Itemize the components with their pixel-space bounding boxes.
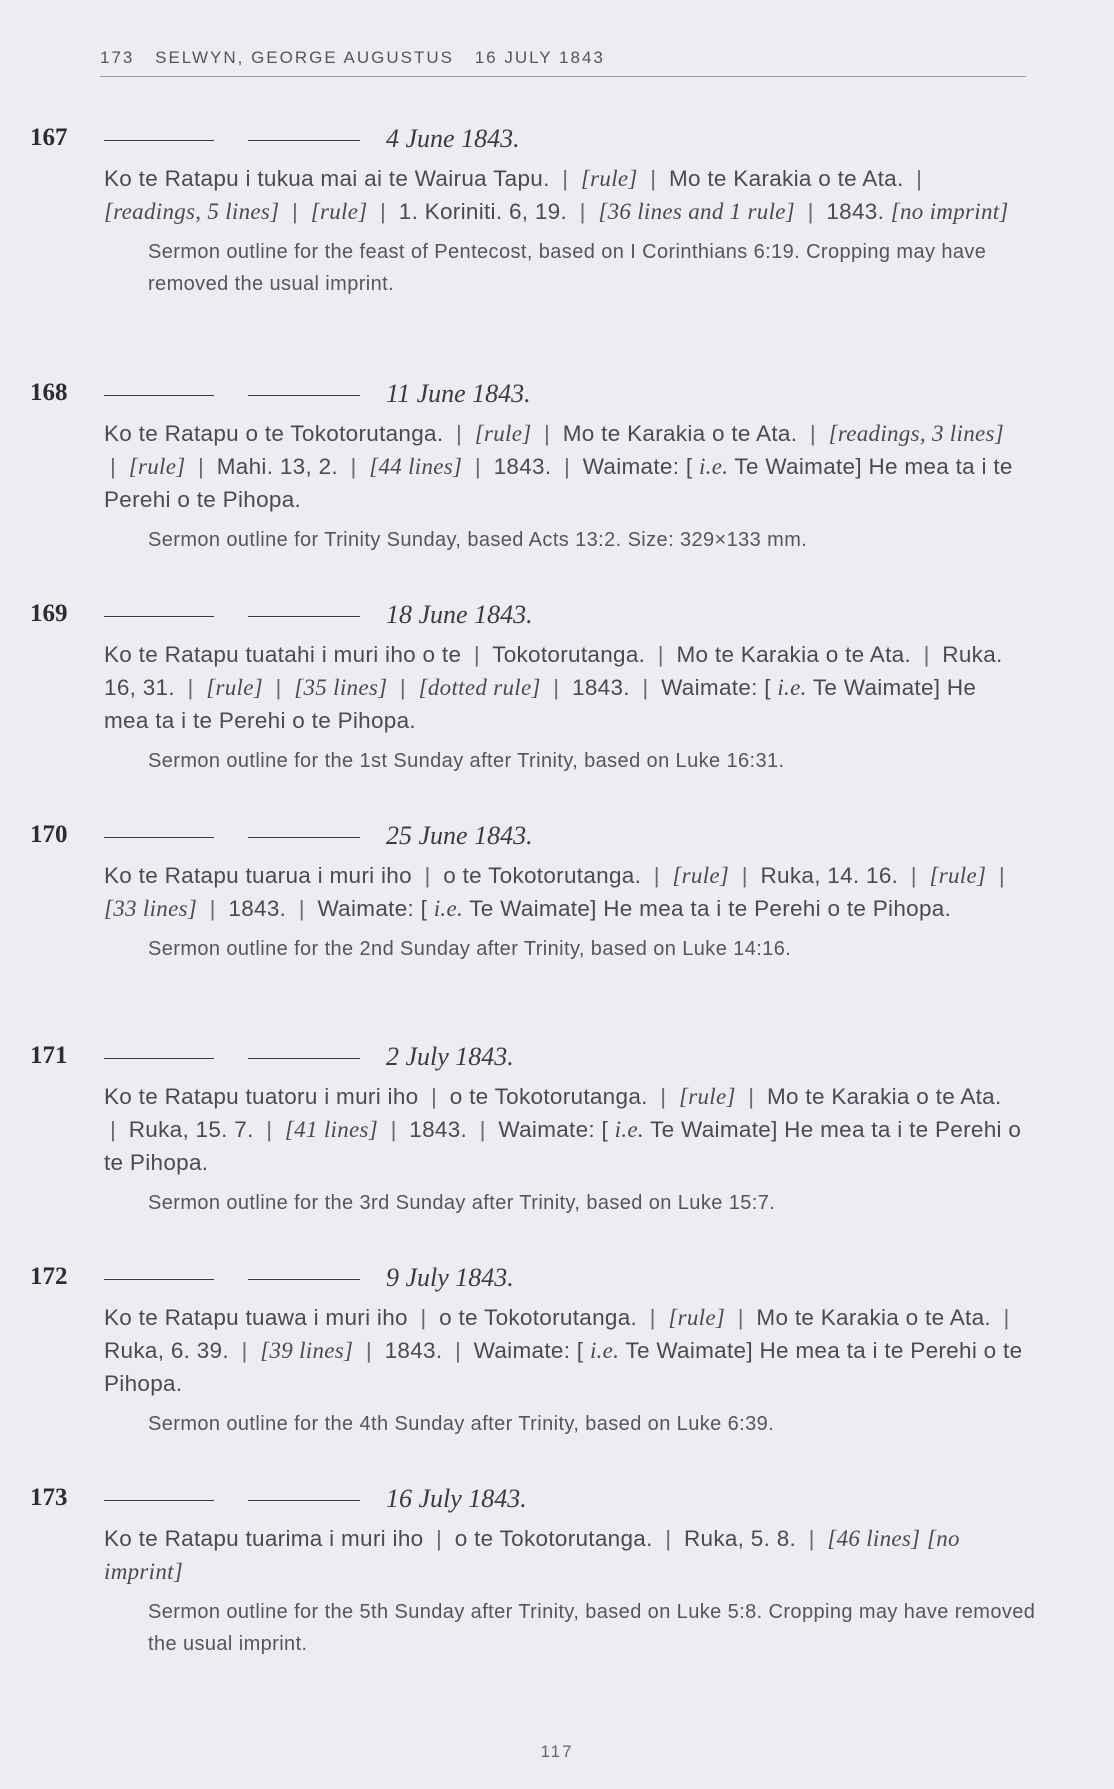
transcription-text: o te Tokotorutanga. (449, 1084, 648, 1109)
entry-heading (30, 375, 1030, 415)
line-break-mark: | (209, 896, 216, 921)
editorial-note: [46 lines] (827, 1526, 921, 1551)
editorial-note: [39 lines] (260, 1338, 354, 1363)
line-break-mark: | (807, 199, 814, 224)
ditto-rule (248, 395, 360, 396)
transcription-text: Tokotorutanga. (492, 642, 646, 667)
line-break-mark: | (553, 675, 560, 700)
entry-heading (30, 1480, 1030, 1520)
entry-date: 11 June 1843. (386, 379, 531, 408)
transcription-text: Waimate: [ (473, 1338, 584, 1363)
ditto-rule (248, 1500, 360, 1501)
transcription-text: Ko te Ratapu tuatoru i muri iho (104, 1084, 419, 1109)
editorial-note: [33 lines] (104, 896, 198, 921)
line-break-mark: | (431, 1084, 438, 1109)
ditto-rule (104, 1279, 214, 1280)
entry-heading (30, 1259, 1030, 1299)
line-break-mark: | (998, 863, 1005, 888)
editorial-note: [rule] (206, 675, 263, 700)
entry-note: Sermon outline for the 1st Sunday after Trinity, based on Luke 16:31. (148, 750, 785, 772)
ditto-rule (104, 1058, 214, 1059)
editorial-note: [readings, 3 lines] (828, 421, 1004, 446)
transcription-text: Mo te Karakia o te Ata. (756, 1305, 991, 1330)
transcription-text: 1843. (826, 199, 885, 224)
transcription-text: Ruka, 14. 16. (760, 863, 899, 888)
ditto-rule (248, 1279, 360, 1280)
page-number: 117 (540, 1742, 574, 1761)
editorial-note: [readings, 5 lines] (104, 199, 280, 224)
line-break-mark: | (380, 199, 387, 224)
entry-note: Sermon outline for the 4th Sunday after Trinity, based on Luke 6:39. (148, 1413, 775, 1435)
line-break-mark: | (642, 675, 649, 700)
line-break-mark: | (110, 454, 117, 479)
ditto-rule (248, 837, 360, 838)
ditto-rule (248, 1058, 360, 1059)
entry-transcription (104, 417, 1024, 516)
line-break-mark: | (563, 454, 571, 479)
entry-note: Sermon outline for Trinity Sunday, based Acts 13:2. Size: 329×133 mm. (148, 529, 808, 551)
entry-transcription (104, 1301, 1024, 1400)
line-break-mark: | (737, 1305, 744, 1330)
line-break-mark: | (650, 166, 657, 191)
catalogue-entry (30, 817, 1030, 965)
transcription-text: o te Tokotorutanga. (443, 863, 642, 888)
line-break-mark: | (350, 454, 357, 479)
entry-number: 173 (30, 1484, 68, 1511)
editorial-note: i.e. (433, 896, 464, 921)
transcription-text: Mo te Karakia o te Ata. (668, 166, 904, 191)
entry-transcription (104, 1080, 1024, 1179)
running-head (100, 48, 1026, 77)
transcription-text: Ko te Ratapu o te Tokotorutanga. (104, 421, 444, 446)
ditto-rule (104, 616, 214, 617)
line-break-mark: | (292, 199, 299, 224)
line-break-mark: | (910, 863, 917, 888)
entry-number: 169 (30, 600, 68, 627)
entry-heading (30, 817, 1030, 857)
entry-transcription (104, 859, 1024, 925)
ditto-rule (248, 616, 360, 617)
transcription-text: Waimate: [ (317, 896, 428, 921)
line-break-mark: | (241, 1338, 248, 1363)
transcription-text: o te Tokotorutanga. (439, 1305, 638, 1330)
entry-date: 25 June 1843. (386, 821, 533, 850)
line-break-mark: | (748, 1084, 755, 1109)
line-break-mark: | (399, 675, 407, 700)
transcription-text: Ko te Ratapu tuarima i muri iho (104, 1526, 424, 1551)
line-break-mark: | (653, 863, 660, 888)
transcription-text: Waimate: [ (582, 454, 693, 479)
transcription-text: o te Tokotorutanga. (454, 1526, 653, 1551)
entry-number: 172 (30, 1263, 68, 1290)
line-break-mark: | (365, 1338, 373, 1363)
line-break-mark: | (110, 1117, 117, 1142)
line-break-mark: | (420, 1305, 427, 1330)
transcription-text: Mahi. 13, 2. (216, 454, 338, 479)
catalogue-entry (30, 1480, 1036, 1660)
line-break-mark: | (187, 675, 194, 700)
editorial-note: [rule] (310, 199, 368, 224)
editorial-note: [41 lines] (284, 1117, 379, 1142)
line-break-mark: | (424, 863, 431, 888)
entry-note: Sermon outline for the 5th Sunday after Trinity, based on Luke 5:8. Cropping may have removed the usual imprint. (148, 1601, 1036, 1655)
transcription-text: Ruka, 15. 7. (128, 1117, 254, 1142)
transcription-text: Te Waimate] He mea ta i te Perehi o te Pihopa. (104, 1338, 1023, 1396)
ditto-rule (104, 395, 214, 396)
entry-date: 9 July 1843. (386, 1263, 514, 1292)
transcription-text: Waimate: [ (498, 1117, 609, 1142)
line-break-mark: | (436, 1526, 443, 1551)
entry-note: Sermon outline for the 2nd Sunday after Trinity, based on Luke 14:16. (148, 938, 792, 960)
transcription-text: Ko te Ratapu tuawa i muri iho (104, 1305, 408, 1330)
entry-heading (30, 1038, 1030, 1078)
line-break-mark: | (660, 1084, 667, 1109)
editorial-note: [44 lines] (369, 454, 463, 479)
line-break-mark: | (266, 1117, 273, 1142)
transcription-text: Te Waimate] He mea ta i te Perehi o te Pihopa. (104, 1117, 1022, 1175)
line-break-mark: | (579, 199, 586, 224)
entry-note: Sermon outline for the feast of Pentecost, based on I Corinthians 6:19. Cropping may have removed the usual imprint. (148, 241, 987, 295)
transcription-text: 1843. (228, 896, 287, 921)
entry-number: 171 (30, 1042, 68, 1069)
entry-date: 16 July 1843. (386, 1484, 527, 1513)
transcription-text: Ruka, 6. 39. (104, 1338, 229, 1363)
editorial-note: i.e. (777, 675, 807, 700)
catalogue-entry (30, 596, 1030, 777)
editorial-note: i.e. (614, 1117, 644, 1142)
line-break-mark: | (474, 454, 482, 479)
entry-number: 168 (30, 379, 68, 406)
line-break-mark: | (741, 863, 748, 888)
entry-heading (30, 120, 1030, 160)
entry-number: 170 (30, 821, 68, 848)
line-break-mark: | (808, 1526, 815, 1551)
transcription-text: Waimate: [ (661, 675, 771, 700)
ditto-rule (104, 837, 214, 838)
catalogue-entry (30, 1259, 1030, 1440)
editorial-note: [rule] (678, 1084, 736, 1109)
transcription-text: Mo te Karakia o te Ata. (767, 1084, 1002, 1109)
line-break-mark: | (544, 421, 551, 446)
ditto-rule (104, 1500, 214, 1501)
running-head-name: SELWYN, GEORGE AUGUSTUS (155, 48, 454, 67)
line-break-mark: | (809, 421, 816, 446)
running-head-date: 16 JULY 1843 (474, 48, 605, 67)
line-break-mark: | (562, 166, 569, 191)
line-break-mark: | (454, 1338, 462, 1363)
editorial-note: [rule] (474, 421, 532, 446)
line-break-mark: | (455, 421, 463, 446)
transcription-text: 1843. (409, 1117, 468, 1142)
transcription-text: 1843. (572, 675, 630, 700)
editorial-note: [dotted rule] (418, 675, 541, 700)
editorial-note: [36 lines and 1 rule] (598, 199, 796, 224)
catalogue-entry (30, 375, 1030, 556)
editorial-note: [rule] (128, 454, 186, 479)
entry-note: Sermon outline for the 3rd Sunday after Trinity, based on Luke 15:7. (148, 1192, 776, 1214)
transcription-text: Te Waimate] He mea ta i te Perehi o te Pihopa. (469, 896, 952, 921)
transcription-text: Mo te Karakia o te Ata. (562, 421, 798, 446)
line-break-mark: | (923, 642, 930, 667)
entry-transcription (104, 638, 1024, 737)
line-break-mark: | (649, 1305, 656, 1330)
transcription-text: Ko te Ratapu tuatahi i muri iho o te (104, 642, 462, 667)
editorial-note: i.e. (698, 454, 729, 479)
editorial-note: [rule] (672, 863, 730, 888)
transcription-text: Ruka, 5. 8. (683, 1526, 797, 1551)
entry-heading (30, 596, 1030, 636)
catalogue-entry (30, 1038, 1030, 1219)
ditto-rule (104, 140, 214, 141)
entry-number: 167 (30, 124, 68, 151)
line-break-mark: | (390, 1117, 397, 1142)
transcription-text: Te Waimate] He mea ta i te Perehi o te Pihopa. (104, 675, 977, 733)
line-break-mark: | (1003, 1305, 1010, 1330)
editorial-note: i.e. (589, 1338, 620, 1363)
ditto-rule (248, 140, 360, 141)
editorial-note: [no imprint] (104, 1526, 960, 1584)
transcription-text: Mo te Karakia o te Ata. (676, 642, 912, 667)
transcription-text: Ko te Ratapu i tukua mai ai te Wairua Tapu. (104, 166, 550, 191)
editorial-note: [no imprint] (890, 199, 1009, 224)
line-break-mark: | (479, 1117, 486, 1142)
transcription-text: Ko te Ratapu tuarua i muri iho (104, 863, 412, 888)
transcription-text: 1. Koriniti. 6, 19. (398, 199, 568, 224)
transcription-text: 1843. (493, 454, 552, 479)
running-head-page-ref: 173 (100, 48, 135, 67)
entry-transcription (104, 1522, 1024, 1588)
catalogue-entry (30, 120, 1030, 300)
editorial-note: [rule] (929, 863, 987, 888)
entry-date: 2 July 1843. (386, 1042, 514, 1071)
transcription-text: 1843. (384, 1338, 443, 1363)
transcription-text: Te Waimate] He mea ta i te Perehi o te Pihopa. (104, 454, 1013, 512)
line-break-mark: | (198, 454, 205, 479)
entry-date: 4 June 1843. (386, 124, 520, 153)
editorial-note: [rule] (580, 166, 638, 191)
line-break-mark: | (916, 166, 923, 191)
line-break-mark: | (657, 642, 664, 667)
line-break-mark: | (473, 642, 480, 667)
line-break-mark: | (665, 1526, 672, 1551)
line-break-mark: | (298, 896, 305, 921)
entry-transcription (104, 162, 1024, 228)
entry-date: 18 June 1843. (386, 600, 533, 629)
line-break-mark: | (275, 675, 282, 700)
editorial-note: [35 lines] (294, 675, 388, 700)
transcription-text: Ruka. 16, 31. (104, 642, 1003, 700)
editorial-note: [rule] (668, 1305, 726, 1330)
